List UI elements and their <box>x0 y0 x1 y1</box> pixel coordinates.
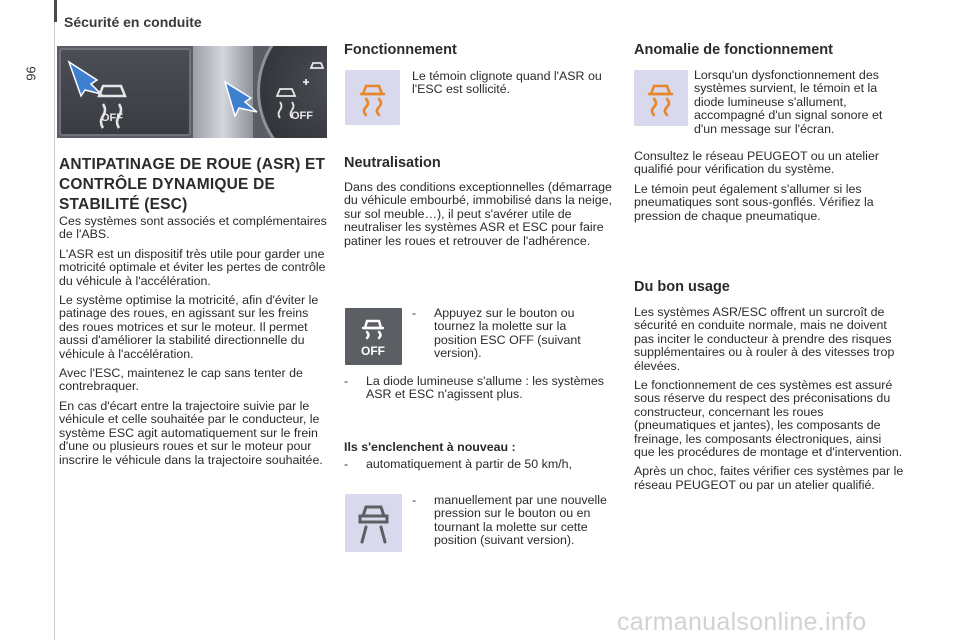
car-skid-icon <box>61 50 193 138</box>
list-item <box>344 458 614 471</box>
step-text: automatiquement à partir de 50 km/h, <box>366 457 572 471</box>
off-badge-text: OFF <box>361 344 385 358</box>
list-item <box>412 307 612 361</box>
paragraph: Avec l'ESC, maintenez le cap sans tenter de contrebraquer. <box>59 366 303 394</box>
anomalie-more <box>634 150 900 229</box>
list-dash: - <box>412 306 417 320</box>
anomalie-paragraph <box>634 69 900 136</box>
heading-fonctionnement: Fonctionnement <box>344 42 457 58</box>
paragraph: Le système optimise la motricité, afin d'éviter le patinage des roues, en agissant sur les freins des roues motrices et sur le moteur. Il permet aussi d'améliorer la stabilité directionnelle du véhicule à l'accélération. <box>59 293 319 361</box>
reenable-manual <box>412 494 612 548</box>
step-text: manuellement par une nouvelle pression sur le bouton ou en tournant la molette sur cette position (suivant version). <box>434 493 607 548</box>
paragraph: Le fonctionnement de ces systèmes est assuré sous réserve du respect des préconisations du constructeur, concernant les roues (pneumatiques et jantes), les composants de freinage, les composants électroniques, ainsi que les procédures de montage et d'intervention. <box>634 378 903 460</box>
esc-off-button-photo <box>59 48 191 136</box>
list-dash: - <box>344 457 349 471</box>
list-dash: - <box>344 374 349 388</box>
car-skid-icon <box>345 494 402 552</box>
car-skid-off-icon <box>345 308 402 365</box>
bon-usage-text <box>634 306 904 498</box>
column-intro <box>59 215 331 473</box>
margin-rule-accent <box>54 0 57 22</box>
paragraph: Le témoin peut également s'allumer si les pneumatiques sont sous-gonflés. Vérifiez la pression de chaque pneumatique. <box>634 181 874 223</box>
reenable-heading: Ils s'enclenchent à nouveau : <box>344 440 516 454</box>
list-item <box>412 494 612 548</box>
esc-warning-lamp <box>345 70 400 125</box>
watermark: carmanualsonline.info <box>617 608 867 636</box>
list-dash: - <box>412 493 417 507</box>
car-skid-icon <box>345 70 400 125</box>
reenable-auto <box>344 458 614 471</box>
paragraph: Ces systèmes sont associés et complémentaires de l'ABS. <box>59 214 327 242</box>
esc-controls-photo <box>57 46 327 138</box>
paragraph: Les systèmes ASR/ESC offrent un surcroît de sécurité en conduite normale, mais ne doivent pas inciter le conducteur à prendre des risques supplémentaires ou à rouler à des vitesses trop élevées. <box>634 305 895 373</box>
section-title: Sécurité en conduite <box>64 14 202 30</box>
paragraph: L'ASR est un dispositif très utile pour garder une motricité optimale et éviter les pertes de contrôle du véhicule à l'accélération. <box>59 246 326 288</box>
anomalie-text-1: Lorsqu'un dysfonctionnement des systèmes survient, le témoin et la diode lumineuse s'allument, accompagné d'un signal sonore et d'un message sur l'écran. <box>694 68 883 136</box>
margin-rule <box>54 0 55 640</box>
step-text: Appuyez sur le bouton ou tournez la molette sur la position ESC OFF (suivant version). <box>434 306 581 361</box>
paragraph: En cas d'écart entre la trajectoire suivie par le véhicule et celle souhaitée par le conducteur, le système ESC agit automatiquement sur le frein d'une ou plusieurs roues et sur le moteur pour inscrire le véhicule dans la trajectoire souhaitée. <box>59 398 323 467</box>
esc-on-button <box>345 494 402 552</box>
fonctionnement-text: Le témoin clignote quand l'ASR ou l'ESC est sollicité. <box>412 69 602 97</box>
heading-bon-usage: Du bon usage <box>634 279 730 295</box>
list-item <box>344 375 614 402</box>
step-press-button <box>412 307 612 361</box>
heading-anomalie: Anomalie de fonctionnement <box>634 42 833 58</box>
main-title: ANTIPATINAGE DE ROUE (ASR) ET CONTRÔLE DYNAMIQUE DE STABILITÉ (ESC) <box>59 156 326 213</box>
dial-off-label: OFF <box>291 110 313 122</box>
step-text: La diode lumineuse s'allume : les systèmes ASR et ESC n'agissent plus. <box>366 374 604 402</box>
paragraph: Consultez le réseau PEUGEOT ou un atelier qualifié pour vérification du système. <box>634 149 879 177</box>
anomalie-text <box>634 69 900 136</box>
page-number: 96 <box>23 66 39 81</box>
photo-off-label: OFF <box>101 112 123 124</box>
heading-neutralisation: Neutralisation <box>344 155 441 171</box>
neutralisation-intro: Dans des conditions exceptionnelles (démarrage du véhicule embourbé, immobilisé dans la neige, sur sol meuble…), il peut s'avérer utile de neutraliser les systèmes ASR et ESC pour faire patiner les roues et retrouver de l'adhérence. <box>344 180 612 248</box>
step-led-on <box>344 375 614 402</box>
paragraph: Après un choc, faites vérifier ces systèmes par le réseau PEUGEOT ou par un atelier qualifié. <box>634 464 904 492</box>
esc-off-button <box>345 308 402 365</box>
dial-markings-icon <box>207 46 327 138</box>
